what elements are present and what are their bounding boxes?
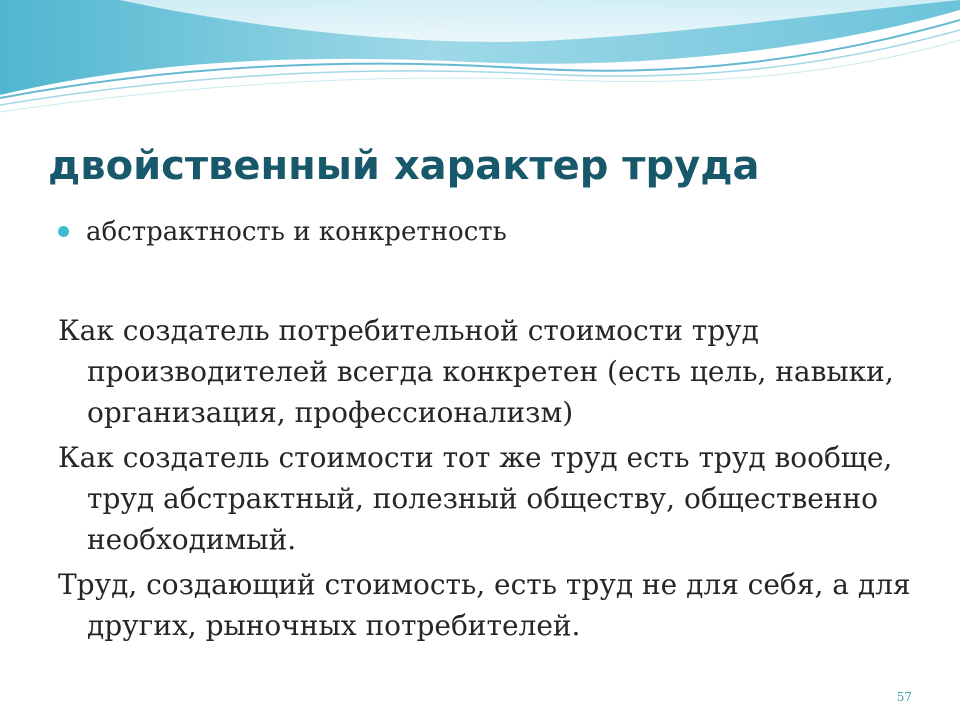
bullet-item [58, 212, 918, 256]
page-number: 57 [896, 690, 912, 704]
paragraph-2: Как создатель стоимости тот же труд есть труд вообще, труд абстрактный, полезный обществу, общественно необходимый. [58, 441, 893, 556]
slide-title: двойственный характер труда [48, 143, 760, 189]
paragraph-1: Как создатель потребительной стоимости труд производителей всегда конкретен (есть цель, навыки, организация, профессионализм) [58, 314, 894, 429]
bullet-text: абстрактность и конкретность [86, 217, 507, 247]
body-text [58, 310, 918, 650]
bullet-dot-icon [58, 226, 69, 237]
wave-header-decoration [0, 0, 960, 120]
paragraph-3: Труд, создающий стоимость, есть труд не для себя, а для других, рыночных потребителей. [58, 568, 911, 642]
